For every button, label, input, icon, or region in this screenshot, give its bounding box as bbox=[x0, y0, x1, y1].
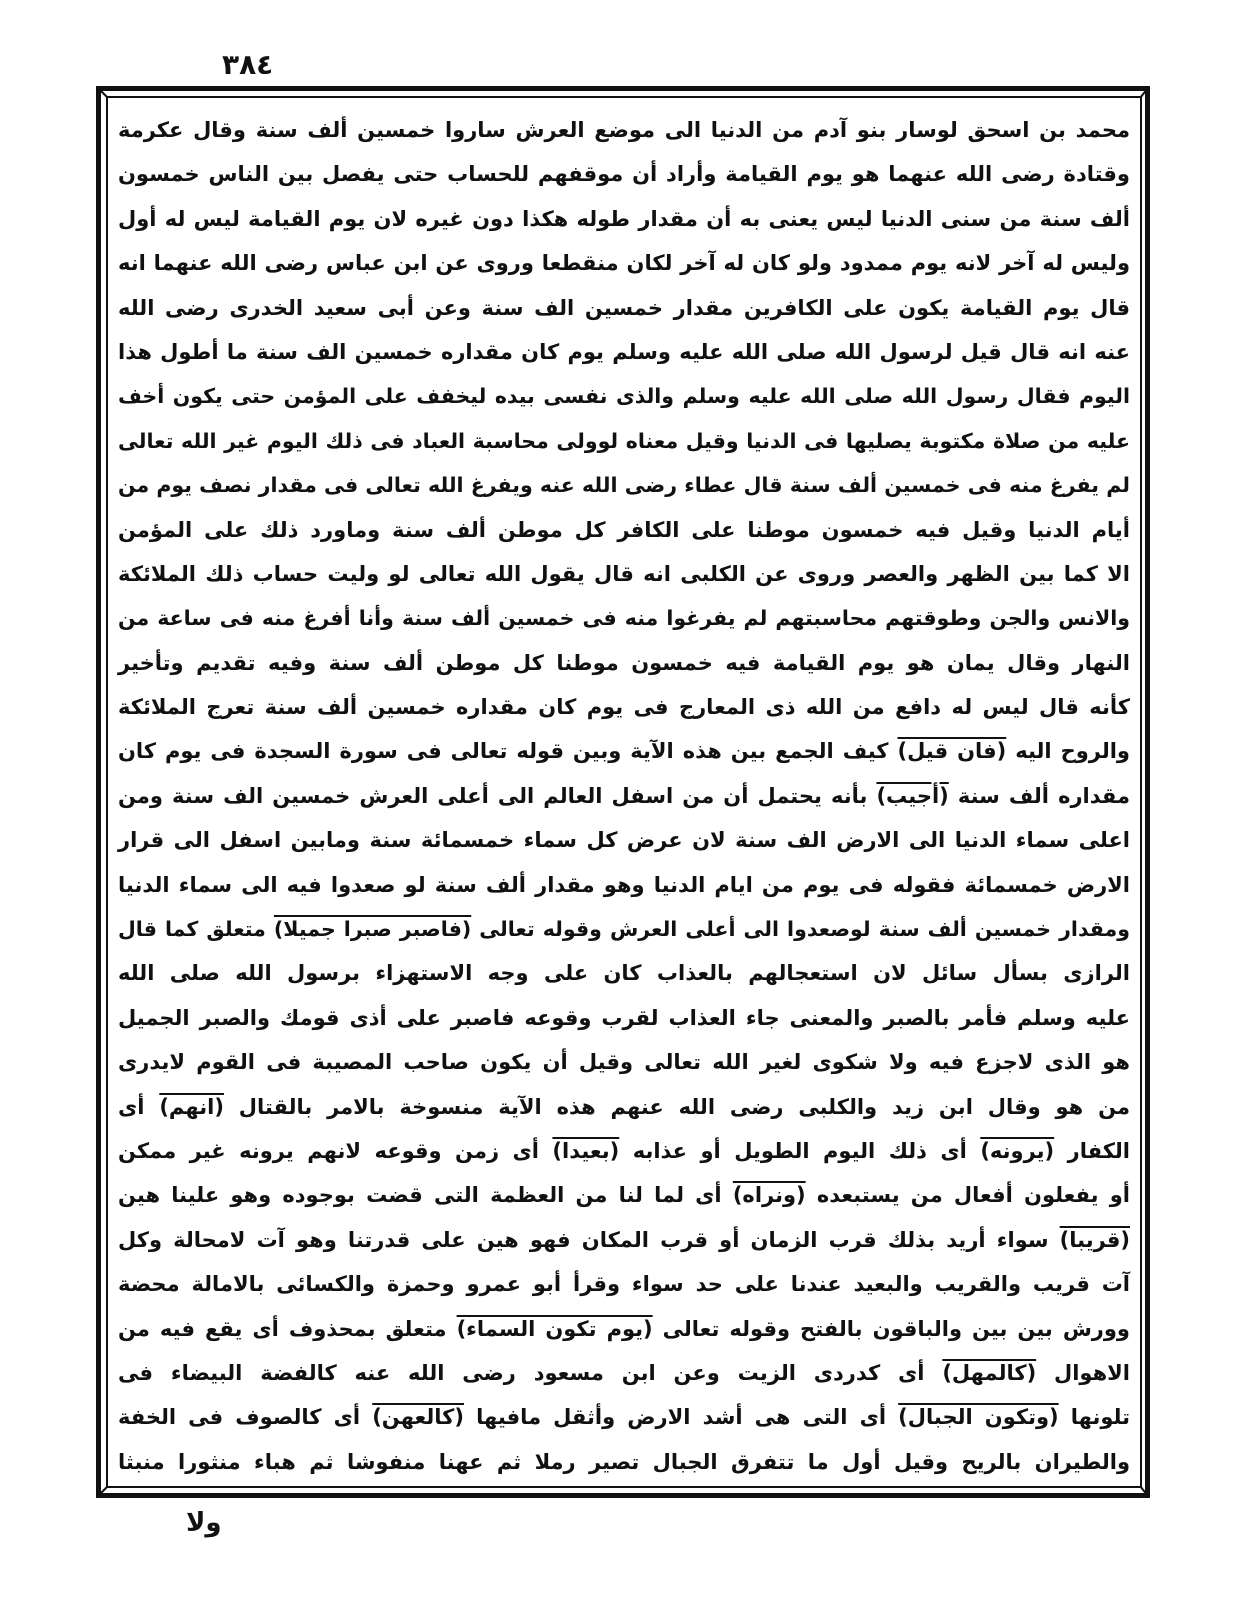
text-line: محمد بن اسحق لوسار بنو آدم من الدنيا الى موضع العرش ساروا خمسين ألف سنة وقال عكرمة bbox=[118, 118, 1130, 142]
text-line: من هو وقال ابن زيد والكلبى رضى الله عنهم هذه الآية منسوخة بالامر بالقتال (انهم) أى bbox=[118, 1094, 1130, 1119]
page-number: ٣٨٤ bbox=[222, 48, 274, 81]
text-line: والروح اليه (فان قيل) كيف الجمع بين هذه الآية وبين قوله تعالى فى سورة السجدة فى يوم كان bbox=[118, 739, 1130, 764]
text-line: عنه انه قال قيل لرسول الله صلى الله عليه وسلم يوم كان مقداره خمسين الف سنة ما أطول هذا bbox=[118, 339, 1130, 364]
quran-term: (قريبا) bbox=[1059, 1227, 1130, 1252]
text-line: أو يفعلون أفعال من يستبعده (ونراه) أى لما لنا من العظمة التى قضت بوجوده وهو علينا هين bbox=[118, 1183, 1130, 1208]
quran-term: (انهم) bbox=[159, 1094, 224, 1119]
text-line: الارض خمسمائة فقوله فى يوم من ايام الدنيا وهو مقدار ألف سنة لو صعدوا فيه الى سماء الدنيا bbox=[118, 872, 1130, 897]
quran-term: (يوم تكون السماء) bbox=[456, 1316, 653, 1341]
quran-term: (فان قيل) bbox=[897, 739, 1007, 764]
text-line: عليه وسلم فأمر بالصبر والمعنى جاء العذاب لقرب وقوعه فاصبر على أذى قومك والصبر الجميل bbox=[118, 1005, 1130, 1030]
text-line: قال يوم القيامة يكون على الكافرين مقدار خمسين الف سنة وعن أبى سعيد الخدرى رضى الله bbox=[118, 295, 1130, 320]
text-line: تلونها (وتكون الجبال) أى التى هى أشد الارض وأثقل مافيها (كالعهن) أى كالصوف فى الخفة bbox=[118, 1405, 1130, 1430]
text-line: هو الذى لاجزع فيه ولا شكوى لغير الله تعالى وقيل أن يكون صاحب المصيبة فى القوم لايدرى bbox=[118, 1050, 1130, 1075]
text-line: كأنه قال ليس له دافع من الله ذى المعارج فى يوم كان مقداره خمسين ألف سنة تعرج الملائكة bbox=[118, 695, 1130, 720]
text-line: الا كما بين الظهر والعصر وروى عن الكلبى انه قال يقول الله تعالى لو وليت حساب ذلك الملائكة bbox=[118, 561, 1130, 586]
body-text bbox=[118, 108, 1130, 1484]
text-line: الرازى بسأل سائل لان استعجالهم بالعذاب كان على وجه الاستهزاء برسول الله صلى الله bbox=[118, 961, 1130, 986]
quran-term: (أجيب) bbox=[876, 783, 949, 808]
text-line: وقتادة رضى الله عنهما هو يوم القيامة وأراد أن موقفهم للحساب حتى يفصل بين الناس خمسون bbox=[118, 162, 1130, 187]
text-line: مقداره ألف سنة (أجيب) بأنه يحتمل أن من اسفل العالم الى أعلى العرش خمسين الف سنة ومن bbox=[118, 783, 1130, 808]
quran-term: (وتكون الجبال) bbox=[898, 1405, 1059, 1430]
text-line: النهار وقال يمان هو يوم القيامة فيه خمسون موطنا كل موطن ألف سنة وفيه تقديم وتأخير bbox=[118, 650, 1130, 675]
quran-term: (كالمهل) bbox=[942, 1360, 1037, 1385]
text-line: (قريبا) سواء أريد بذلك قرب الزمان أو قرب المكان فهو هين على قدرتنا وهو آت لامحالة وكل bbox=[118, 1227, 1130, 1252]
quran-term: (ونراه) bbox=[732, 1183, 806, 1208]
text-line: وليس له آخر لانه يوم ممدود ولو كان له آخر لكان منقطعا وروى عن ابن عباس رضى الله عنهما انه bbox=[118, 251, 1130, 276]
text-line: ألف سنة من سنى الدنيا ليس يعنى به أن مقدار طوله هكذا دون غيره لان يوم القيامة ليس له أول bbox=[118, 206, 1130, 231]
text-line: الكفار (يرونه) أى ذلك اليوم الطويل أو عذابه (بعيدا) أى زمن وقوعه لانهم يرونه غير ممكن bbox=[118, 1138, 1130, 1163]
text-line: والطيران بالريح وقيل أول ما تتفرق الجبال تصير رملا ثم عهنا منفوشا ثم هباء منثورا منبثا bbox=[118, 1449, 1130, 1474]
text-line: عليه من صلاة مكتوبة يصليها فى الدنيا وقيل معناه لوولى محاسبة العباد فى ذلك اليوم غير الله تعالى bbox=[118, 428, 1130, 453]
text-line: اليوم فقال رسول الله صلى الله عليه وسلم والذى نفسى بيده ليخفف على المؤمن حتى يكون أخف bbox=[118, 384, 1130, 409]
quran-term: (فاصبر صبرا جميلا) bbox=[273, 917, 472, 942]
text-line: ومقدار خمسين ألف سنة لوصعدوا الى أعلى العرش وقوله تعالى (فاصبر صبرا جميلا) متعلق كما قال bbox=[118, 917, 1130, 942]
catchword: ولا bbox=[186, 1508, 222, 1538]
text-line: أيام الدنيا وقيل فيه خمسون موطنا على الكافر كل موطن ألف سنة وماورد ذلك على المؤمن bbox=[118, 517, 1130, 542]
text-line: لم يفرغ منه فى خمسين ألف سنة قال عطاء رضى الله عنه ويفرغ الله تعالى فى مقدار نصف يوم من bbox=[118, 473, 1130, 498]
text-line: الاهوال (كالمهل) أى كدردى الزيت وعن ابن مسعود رضى الله عنه كالفضة البيضاء فى bbox=[118, 1360, 1130, 1385]
text-line: وورش بين بين والباقون بالفتح وقوله تعالى (يوم تكون السماء) متعلق بمحذوف أى يقع فيه من bbox=[118, 1316, 1130, 1341]
quran-term: (كالعهن) bbox=[372, 1405, 464, 1430]
quran-term: (يرونه) bbox=[980, 1138, 1055, 1163]
text-line: والانس والجن وطوقتهم محاسبتهم لم يفرغوا منه فى خمسين ألف سنة وأنا أفرغ منه فى ساعة من bbox=[118, 606, 1130, 631]
quran-term: (بعيدا) bbox=[552, 1138, 620, 1163]
text-line: آت قريب والقريب والبعيد عندنا على حد سواء وقرأ أبو عمرو وحمزة والكسائى بالامالة محضة bbox=[118, 1272, 1130, 1297]
text-line: اعلى سماء الدنيا الى الارض الف سنة لان عرض كل سماء خمسمائة سنة ومابين اسفل الى قرار bbox=[118, 828, 1130, 853]
